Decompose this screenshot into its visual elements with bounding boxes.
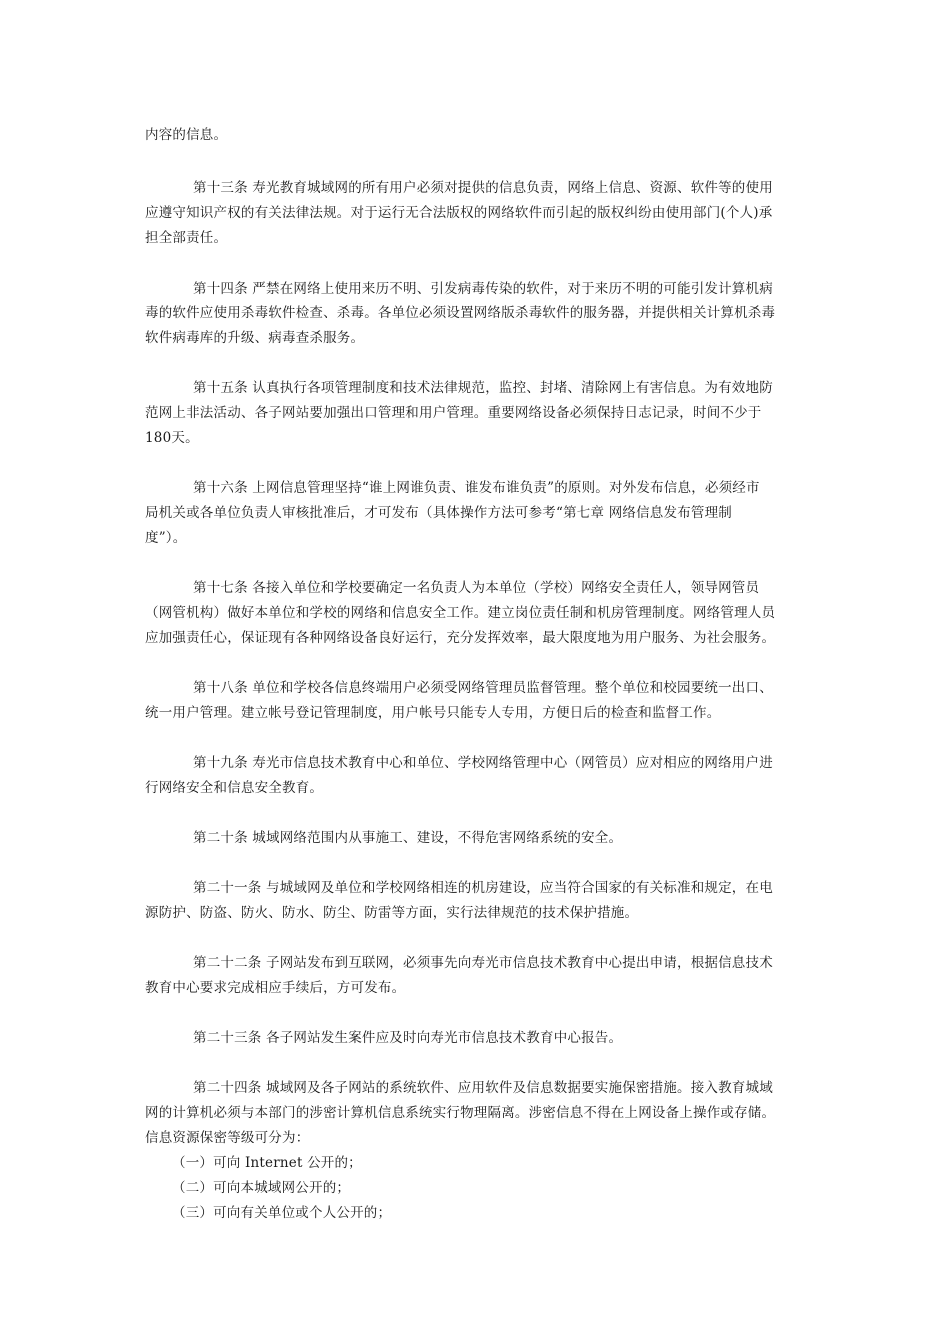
list-item: （二）可向本城域网公开的； bbox=[172, 1180, 351, 1196]
list-item: （三）可向有关单位或个人公开的； bbox=[172, 1205, 392, 1221]
text-line: 源防护、防盗、防火、防水、防尘、防雷等方面，实行法律规范的技术保护措施。 bbox=[145, 905, 639, 921]
text-line: 内容的信息。 bbox=[145, 127, 228, 143]
text-line: 应遵守知识产权的有关法律法规。对于运行无合法版权的网络软件而引起的版权纠纷由使用部门(个人)承 bbox=[145, 205, 773, 221]
text-line: 局机关或各单位负责人审核批准后，才可发布（具体操作方法可参考“第七章 网络信息发布管理制 bbox=[145, 505, 732, 521]
text-line: 行网络安全和信息安全教育。 bbox=[145, 780, 324, 796]
text-line: 统一用户管理。建立帐号登记管理制度，用户帐号只能专人专用，方便日后的检查和监督工作。 bbox=[145, 705, 721, 721]
text-line: 毒的软件应使用杀毒软件检查、杀毒。各单位必须设置网络版杀毒软件的服务器，并提供相关计算机杀毒 bbox=[145, 305, 776, 321]
text-line: 第十四条 严禁在网络上使用来历不明、引发病毒传染的软件，对于来历不明的可能引发计算机病 bbox=[193, 281, 773, 297]
text-line: 第二十四条 城域网及各子网站的系统软件、应用软件及信息数据要实施保密措施。接入教育城域 bbox=[193, 1080, 773, 1096]
text-line: 范网上非法活动、各子网站要加强出口管理和用户管理。重要网络设备必须保持日志记录，时间不少于 bbox=[145, 405, 762, 421]
text-line: 第十九条 寿光市信息技术教育中心和单位、学校网络管理中心（网管员）应对相应的网络用户进 bbox=[193, 755, 773, 771]
text-line: 第十七条 各接入单位和学校要确定一名负责人为本单位（学校）网络安全责任人，领导网管员 bbox=[193, 580, 760, 596]
text-line: 第二十一条 与城域网及单位和学校网络相连的机房建设，应当符合国家的有关标准和规定，在电 bbox=[193, 880, 773, 896]
text-line: 度”）。 bbox=[145, 530, 187, 546]
text-line: 第十五条 认真执行各项管理制度和技术法律规范，监控、封堵、清除网上有害信息。为有效地防 bbox=[193, 380, 773, 396]
text-line: 第十三条 寿光教育城域网的所有用户必须对提供的信息负责，网络上信息、资源、软件等的使用 bbox=[193, 180, 773, 196]
text-line: 第二十条 城域网络范围内从事施工、建设，不得危害网络系统的安全。 bbox=[193, 830, 623, 846]
list-item: （一）可向 Internet 公开的； bbox=[172, 1155, 362, 1171]
text-line: （网管机构）做好本单位和学校的网络和信息安全工作。建立岗位责任制和机房管理制度。网络管理人员 bbox=[145, 605, 776, 621]
text-line: 软件病毒库的升级、病毒查杀服务。 bbox=[145, 330, 365, 346]
text-line: 教育中心要求完成相应手续后，方可发布。 bbox=[145, 980, 406, 996]
text-line: 网的计算机必须与本部门的涉密计算机信息系统实行物理隔离。涉密信息不得在上网设备上操作或存储。 bbox=[145, 1105, 776, 1121]
text-line: 第十六条 上网信息管理坚持“谁上网谁负责、谁发布谁负责”的原则。对外发布信息，必须经市 bbox=[193, 480, 760, 496]
text-line: 第二十二条 子网站发布到互联网，必须事先向寿光市信息技术教育中心提出申请，根据信息技术 bbox=[193, 955, 773, 971]
text-line: 应加强责任心，保证现有各种网络设备良好运行，充分发挥效率，最大限度地为用户服务、为社会服务。 bbox=[145, 630, 776, 646]
text-line: 信息资源保密等级可分为： bbox=[145, 1130, 310, 1146]
text-line: 第十八条 单位和学校各信息终端用户必须受网络管理员监督管理。整个单位和校园要统一出口、 bbox=[193, 680, 773, 696]
text-line: 180天。 bbox=[145, 430, 199, 446]
text-line: 担全部责任。 bbox=[145, 230, 228, 246]
text-line: 第二十三条 各子网站发生案件应及时向寿光市信息技术教育中心报告。 bbox=[193, 1030, 623, 1046]
